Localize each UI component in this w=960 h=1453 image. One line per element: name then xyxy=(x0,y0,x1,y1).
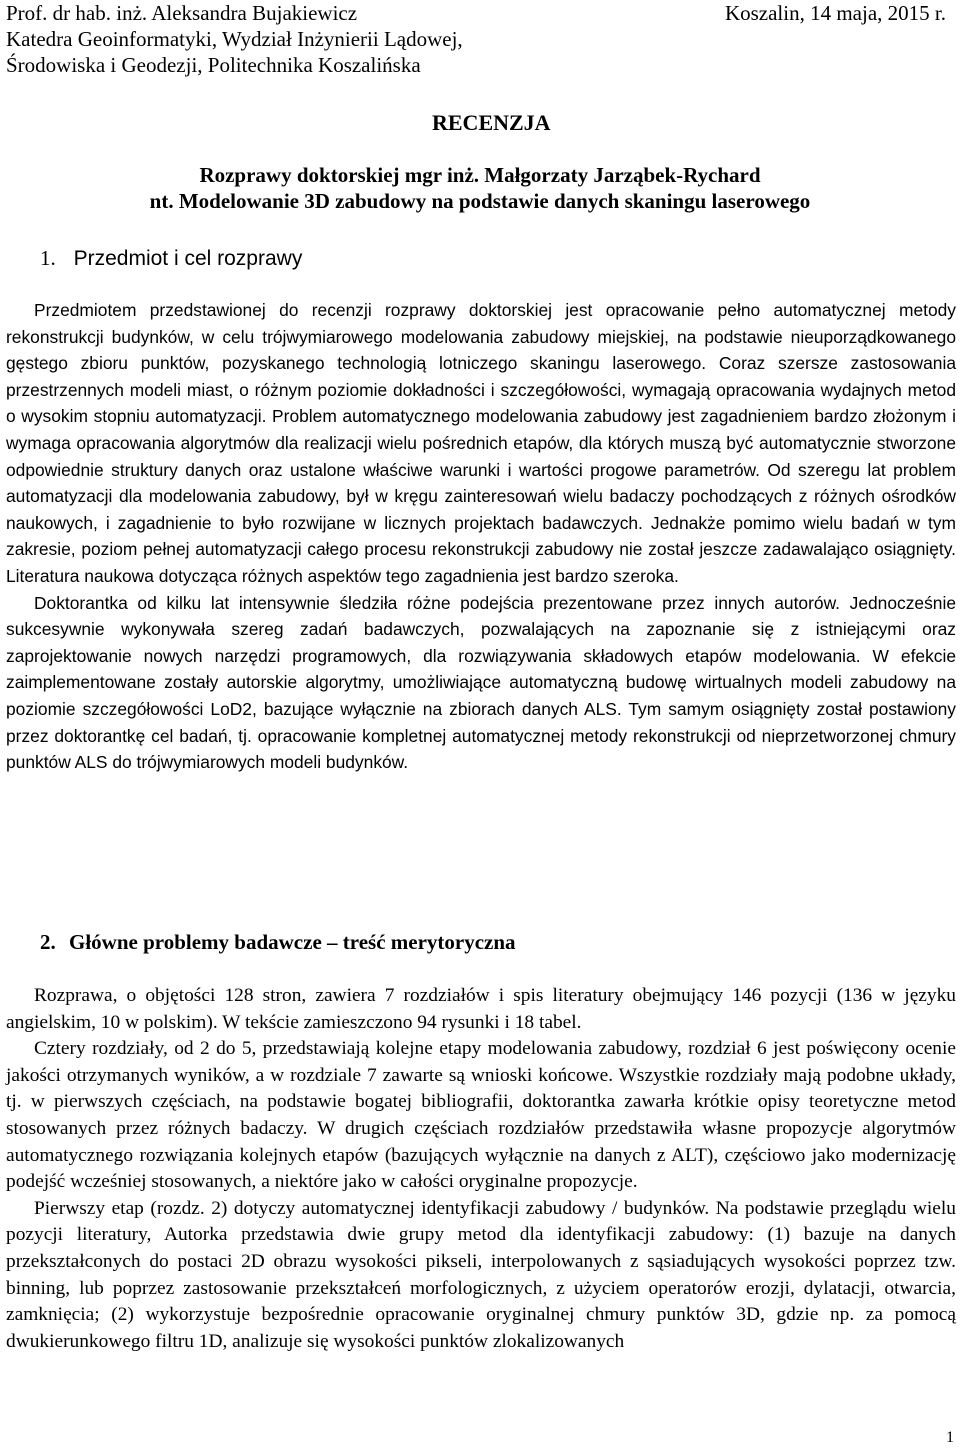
author-name: Prof. dr hab. inż. Aleksandra Bujakiewicz xyxy=(6,1,358,25)
subtitle-line-2: nt. Modelowanie 3D zabudowy na podstawie danych skaningu laserowego xyxy=(149,189,811,213)
section-1-paragraph: Przedmiotem przedstawionej do recenzji rozprawy doktorskiej jest opracowanie pełno automatycznej metody rekonstrukcji budynków, w celu trójwymiarowego modelowania zabudowy miejskiej, na podstawie nieuporządkowanego gęstego zbioru punktów, pozyskanego technologią lotniczego skaningu laserowego. Coraz szersze zastosowania przestrzennych modeli miast, o różnym poziomie dokładności i szczegółowości, wymagają opracowania wydajnych metod o wysokim stopniu automatyzacji. Problem automatycznego modelowania zabudowy jest zagadnieniem bardzo złożonym i wymaga opracowania algorytmów dla realizacji wielu pośrednich etapów, dla których muszą być automatycznie stworzone odpowiednie struktury danych oraz ustalone właściwe warunki i wartości progowe parametrów. Od szeregu lat problem automatyzacji dla modelowania zabudowy, był w kręgu zainteresowań wielu badaczy pochodzących z różnych ośrodków naukowych, i zagadnienie to było rozwijane w licznych projektach badawczych. Jednakże pomimo wielu badań w tym zakresie, poziom pełnej automatyzacji całego procesu rekonstrukcji zabudowy nie został jeszcze zadawalająco osiągnięty. Literatura naukowa dotycząca różnych aspektów tego zagadnienia jest bardzo szeroka. xyxy=(6,300,956,586)
author-block xyxy=(6,0,463,78)
subtitle-line-1: Rozprawy doktorskiej mgr inż. Małgorzaty Jarząbek-Rychard xyxy=(199,163,761,187)
document-subtitle xyxy=(6,162,954,214)
place-date: Koszalin, 14 maja, 2015 r. xyxy=(724,1,946,25)
section-1-heading xyxy=(40,246,302,271)
section-1-body xyxy=(6,297,956,776)
affiliation-line-1: Katedra Geoinformatyki, Wydział Inżynierii Lądowej, xyxy=(6,27,463,51)
section-2-body xyxy=(6,983,956,1355)
section-2-title: Główne problemy badawcze – treść merytoryczna xyxy=(69,930,516,954)
document-title: RECENZJA xyxy=(432,110,551,135)
section-1-title: Przedmiot i cel rozprawy xyxy=(73,247,303,270)
section-1-number: 1. xyxy=(40,246,56,270)
section-1-paragraph: Doktorantka od kilku lat intensywnie śledziła różne podejścia prezentowane przez innych autorów. Jednocześnie sukcesywnie wykonywała szereg zadań badawczych, pozwalających na zapoznanie się z istniejącymi oraz zaprojektowanie nowych narzędzi programowych, dla rozwiązywania składowych etapów modelowania. W efekcie zaimplementowane zostały autorskie algorytmy, umożliwiające automatyczną budowę wirtualnych modeli zabudowy na poziomie szczegółowości LoD2, bazujące wyłącznie na zbiorach danych ALS. Tym samym osiągnięty został postawiony przez doktorantkę cel badań, tj. opracowanie kompletnej automatycznej metody rekonstrukcji od nieprzetworzonej chmury punktów ALS do trójwymiarowych modeli budynków. xyxy=(6,592,956,773)
page-number: 1 xyxy=(946,1429,954,1446)
section-2-heading xyxy=(40,930,516,955)
section-2-paragraph: Rozprawa, o objętości 128 stron, zawiera 7 rozdziałów i spis literatury obejmujący 146 pozycji (136 w języku angielskim, 10 w polskim). W tekście zamieszczono 94 rysunki i 18 tabel. xyxy=(6,985,956,1033)
section-2-paragraph: Cztery rozdziały, od 2 do 5, przedstawiają kolejne etapy modelowania zabudowy, rozdział 6 jest poświęcony ocenie jakości otrzymanych wyników, a w rozdziale 7 zawarte są wnioski końcowe. Wszystkie rozdziały mają podobne układy, tj. w pierwszych częściach, na podstawie bogatej bibliografii, doktorantka zawarła krótkie opisy teoretyczne metod stosowanych przez różnych badaczy. W drugich częściach rozdziałów przedstawiła własne propozycje algorytmów automatycznego rozwiązania kolejnych etapów (bazujących wyłącznie na danych z ALT), częściowo jako modernizację podejść wcześniej stosowanych, a niektóre jako w całości oryginalne propozycje. xyxy=(6,1038,956,1193)
section-2-paragraph: Pierwszy etap (rozdz. 2) dotyczy automatycznej identyfikacji zabudowy / budynków. Na podstawie przeglądu wielu pozycji literatury, Autorka przedstawia dwie grupy metod dla identyfikacji zabudowy: (1) bazuje na danych przekształconych do postaci 2D obrazu wysokości pikseli, interpolowanych z sąsiadujących wysokości poprzez tzw. binning, lub poprzez zastosowanie przekształceń morfologicznych, z użyciem operatorów erozji, dylatacji, otwarcia, zamknięcia; (2) wykorzystuje bezpośrednie opracowanie oryginalnej chmury punktów 3D, gdzie np. za pomocą dwukierunkowego filtru 1D, analizuje się wysokości punktów zlokalizowanych xyxy=(6,1197,956,1352)
affiliation-line-2: Środowiska i Geodezji, Politechnika Koszalińska xyxy=(6,53,421,77)
section-2-number: 2. xyxy=(40,930,56,954)
